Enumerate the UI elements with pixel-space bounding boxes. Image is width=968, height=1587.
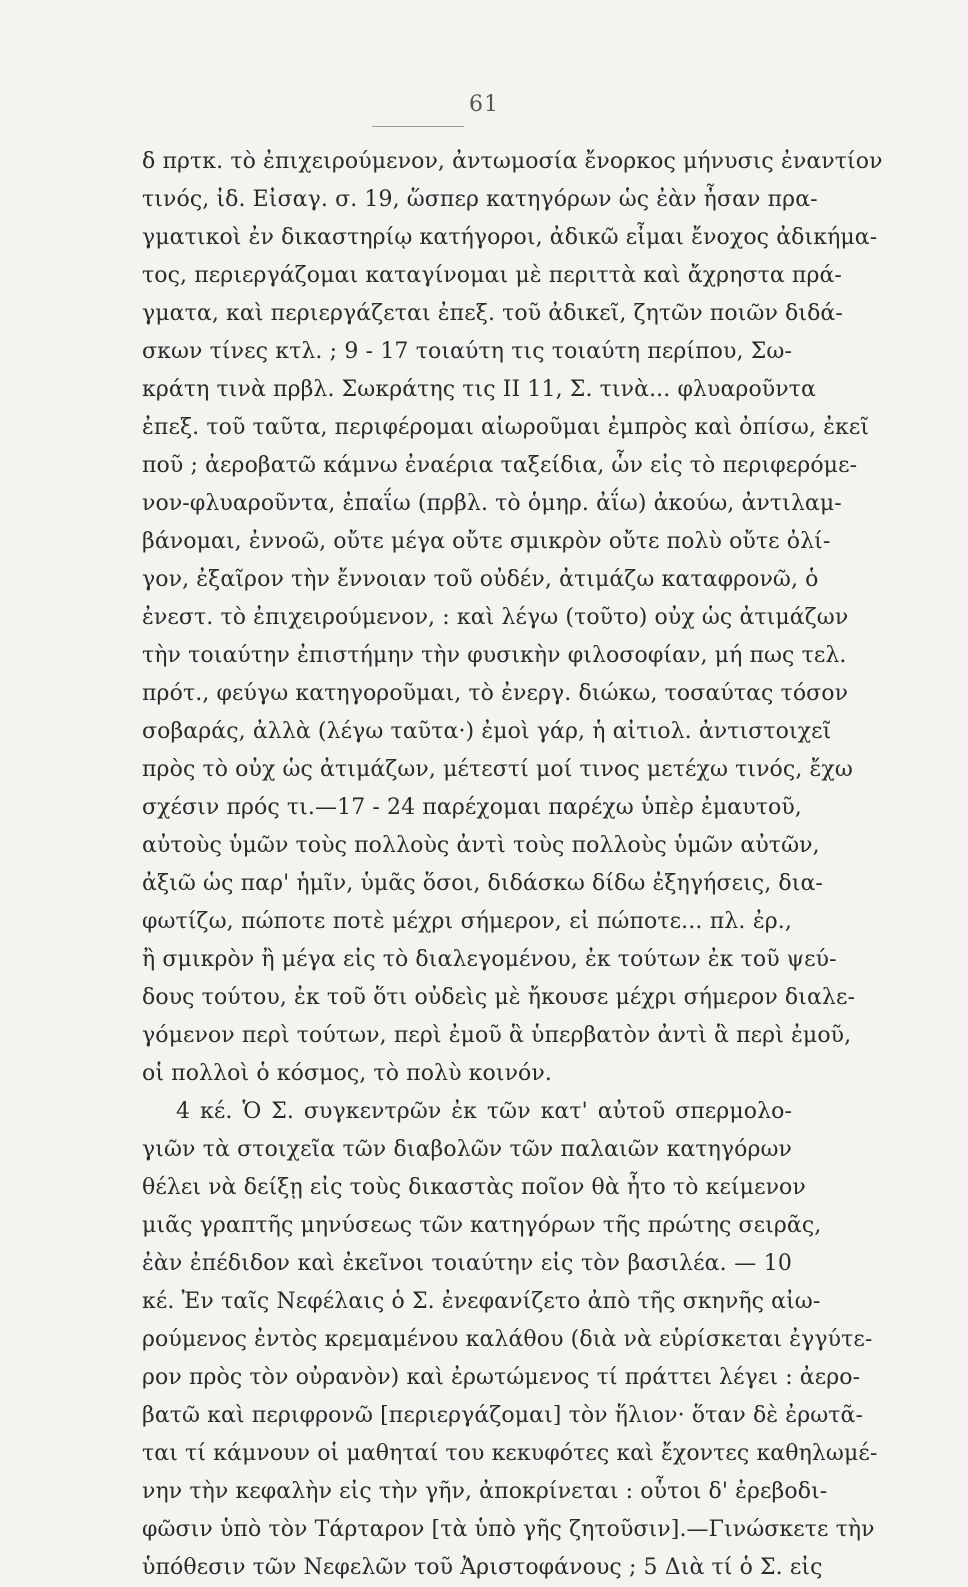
text-line: τος, περιεργάζομαι καταγίνομαι μὲ περιττὰ καὶ ἄχρηστα πρά- xyxy=(142,263,842,288)
text-line: φῶσιν ὑπὸ τὸν Τάρταρον [τὰ ὑπὸ γῆς ζητοῦσιν].—Γινώσκετε τὴν xyxy=(142,1517,875,1542)
text-line: οἱ πολλοὶ ὁ κόσμος, τὸ πολὺ κοινόν. xyxy=(142,1061,552,1086)
text-line: νην τὴν κεφαλὴν εἰς τὴν γῆν, ἀποκρίνεται : οὗτοι δ' ἐρεβοδι- xyxy=(142,1479,828,1504)
text-line: γιῶν τὰ στοιχεῖα τῶν διαβολῶν τῶν παλαιῶν κατηγόρων xyxy=(142,1137,792,1162)
text-line: ποῦ ; ἀεροβατῶ κάμνω ἐναέρια ταξείδια, ὧν εἰς τὸ περιφερόμε- xyxy=(142,453,858,478)
header-rule xyxy=(372,126,464,127)
text-line: ἐπεξ. τοῦ ταῦτα, περιφέρομαι αἰωροῦμαι ἐμπρὸς καὶ ὀπίσω, ἐκεῖ xyxy=(142,415,870,440)
text-line: δ πρτκ. τὸ ἐπιχειρούμενον, ἀντωμοσία ἔνορκος μήνυσις ἐναντίον xyxy=(142,149,883,174)
text-line: γον, ἐξαῖρον τὴν ἔννοιαν τοῦ οὐδέν, ἀτιμάζω καταφρονῶ, ὁ xyxy=(142,567,819,592)
text-line: μιᾶς γραπτῆς μηνύσεως τῶν κατηγόρων τῆς πρώτης σειρᾶς, xyxy=(142,1213,822,1238)
text-line: φωτίζω, πώποτε ποτὲ μέχρι σήμερον, εἰ πώποτε... πλ. ἐρ., xyxy=(142,909,792,934)
text-line: σχέσιν πρός τι.—17 - 24 παρέχομαι παρέχω ὑπὲρ ἐμαυτοῦ, xyxy=(142,795,802,820)
text-line: θέλει νὰ δείξῃ εἰς τοὺς δικαστὰς ποῖον θὰ ἦτο τὸ κείμενον xyxy=(142,1175,806,1200)
text-line: αὐτοὺς ὑμῶν τοὺς πολλοὺς ἀντὶ τοὺς πολλοὺς ὑμῶν αὐτῶν, xyxy=(142,833,820,858)
page-number: 61 xyxy=(469,92,499,117)
text-line: νον-φλυαροῦντα, ἐπαΐω (πρβλ. τὸ ὁμηρ. ἀΐω) ἀκούω, ἀντιλαμ- xyxy=(142,491,842,516)
text-line: γματικοὶ ἐν δικαστηρίῳ κατήγοροι, ἀδικῶ εἶμαι ἔνοχος ἀδικήμα- xyxy=(142,225,878,250)
text-line: ἢ σμικρὸν ἢ μέγα εἰς τὸ διαλεγομένου, ἐκ τούτων ἐκ τοῦ ψεύ- xyxy=(142,947,837,972)
text-line: ἐὰν ἐπέδιδον καὶ ἐκεῖνοι τοιαύτην εἰς τὸν βασιλέα. — 10 xyxy=(142,1251,792,1276)
text-line: ἐνεστ. τὸ ἐπιχειρούμενον, : καὶ λέγω (τοῦτο) οὐχ ὡς ἀτιμάζων xyxy=(142,605,849,630)
text-line: γόμενον περὶ τούτων, περὶ ἐμοῦ ἃ ὑπερβατὸν ἀντὶ ἃ περὶ ἐμοῦ, xyxy=(142,1023,852,1048)
text-line: βάνομαι, ἐννοῶ, οὔτε μέγα οὔτε σμικρὸν οὔτε πολὺ οὔτε ὀλί- xyxy=(142,529,831,554)
text-line: κέ. Ἐν ταῖς Νεφέλαις ὁ Σ. ἐνεφανίζετο ἀπὸ τῆς σκηνῆς αἰω- xyxy=(142,1289,821,1314)
commentary-text xyxy=(142,143,883,1587)
text-line: βατῶ καὶ περιφρονῶ [περιεργάζομαι] τὸν ἥλιον· ὅταν δὲ ἐρωτᾶ- xyxy=(142,1403,864,1428)
text-line: ρούμενος ἐντὸς κρεμαμένου καλάθου (διὰ νὰ εὑρίσκεται ἐγγύτε- xyxy=(142,1327,873,1352)
text-line: ὑπόθεσιν τῶν Νεφελῶν τοῦ Ἀριστοφάνους ; 5 Διὰ τί ὁ Σ. εἰς xyxy=(142,1555,823,1580)
text-line: τὴν τοιαύτην ἐπιστήμην τὴν φυσικὴν φιλοσοφίαν, μή πως τελ. xyxy=(142,643,847,668)
text-line: γματα, καὶ περιεργάζεται ἐπεξ. τοῦ ἀδικεῖ, ζητῶν ποιῶν διδά- xyxy=(142,301,843,326)
text-line: ται τί κάμνουν οἱ μαθηταί του κεκυφότες καὶ ἔχοντες καθηλωμέ- xyxy=(142,1441,878,1466)
text-line: τινός, ἰδ. Εἰσαγ. σ. 19, ὥσπερ κατηγόρων ὡς ἐὰν ἦσαν πρα- xyxy=(142,187,818,212)
text-line: σκων τίνες κτλ. ; 9 - 17 τοιαύτη τις τοιαύτη περίπου, Σω- xyxy=(142,339,792,364)
text-line: πρὸς τὸ οὐχ ὡς ἀτιμάζων, μέτεστί μοί τινος μετέχω τινός, ἔχω xyxy=(142,757,853,782)
text-line: δους τούτου, ἐκ τοῦ ὅτι οὐδεὶς μὲ ἤκουσε μέχρι σήμερον διαλε- xyxy=(142,985,855,1010)
text-line: 4 κέ. Ὁ Σ. συγκεντρῶν ἐκ τῶν κατ' αὐτοῦ σπερμολο- xyxy=(176,1099,792,1124)
text-line: ἀξιῶ ὡς παρ' ἡμῖν, ὑμᾶς ὅσοι, διδάσκω δίδω ἐξηγήσεις, δια- xyxy=(142,871,823,896)
text-line: ρον πρὸς τὸν οὐρανὸν) καὶ ἐρωτώμενος τί πράττει λέγει : ἀερο- xyxy=(142,1365,861,1390)
text-line: σοβαράς, ἀλλὰ (λέγω ταῦτα·) ἐμοὶ γάρ, ἡ αἰτιολ. ἀντιστοιχεῖ xyxy=(142,719,832,744)
text-line: κράτη τινὰ πρβλ. Σωκράτης τις ΙΙ 11, Σ. τινὰ... φλυαροῦντα xyxy=(142,377,816,402)
text-line: πρότ., φεύγω κατηγοροῦμαι, τὸ ἐνεργ. διώκω, τοσαύτας τόσον xyxy=(142,681,849,706)
